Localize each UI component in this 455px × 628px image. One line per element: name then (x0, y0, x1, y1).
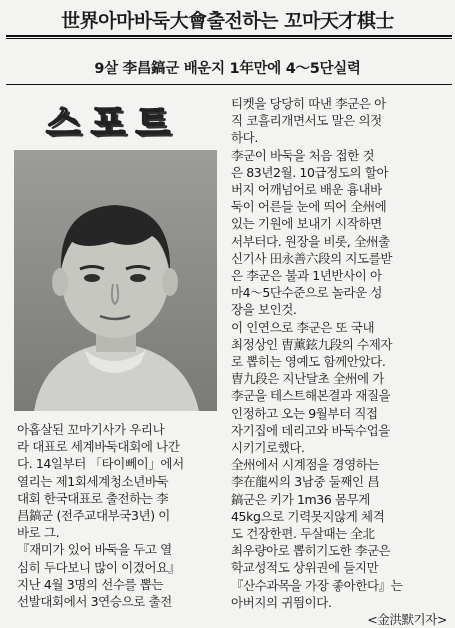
body-line: 버지 어깨넘어로 배운 흉내바 (231, 182, 382, 198)
subheadline: 9살 李昌鎬군 배운지 1年만에 4～5단실력 (94, 61, 361, 77)
body-line: 아버지의 귀띔이다. (231, 594, 332, 610)
body-line: 마4～5단수준으로 놀라운 성 (231, 285, 383, 301)
body-line: 『산수과목을 가장 좋아한다』는 (231, 577, 403, 593)
body-line: 은 83년2월. 10급정도의 할아 (231, 164, 389, 180)
body-line: 은 李군은 불과 1년반사이 아 (231, 268, 382, 284)
body-line: 신기사 田永善六段의 지도를받 (231, 250, 393, 266)
body-line: 시키기로했다. (231, 440, 305, 456)
byline: <金洪默기자> (367, 612, 447, 628)
body-line: 대회 한국대표로 출전하는 李 (17, 490, 169, 506)
section-badge (26, 92, 200, 148)
body-line: 全州에서 시계점을 경영하는 (231, 457, 380, 473)
body-line: 李군이 바둑을 처음 접한 것 (231, 147, 375, 163)
body-line: 장을 보인것. (231, 302, 297, 318)
body-line: 다. 14일부터 「타이뻬이」에서 (17, 456, 184, 472)
body-line: 서부터다. 원장을 비롯, 全州출 (231, 233, 390, 249)
body-line: 이 인연으로 李군은 또 국내 (231, 319, 375, 335)
body-line: 하다. (231, 130, 258, 146)
body-line: 曺九段은 지난달초 全州에 가 (231, 371, 384, 387)
article-body-left (17, 421, 223, 610)
body-line: 로 뽑히는 영예도 함께안았다. (231, 354, 386, 370)
body-line: 라 대표로 세계바둑대회에 나간 (17, 439, 180, 455)
body-line: 李在龍씨의 3남중 둘째인 昌 (231, 474, 380, 490)
body-line: 티켓을 당당히 따낸 李군은 아 (231, 96, 386, 111)
body-line: 선발대회에서 3연승으로 출전 (17, 594, 172, 610)
body-line: 『재미가 있어 바둑을 두고 열 (17, 542, 172, 558)
body-line: 직 코흘리개면서도 말은 의젓 (231, 113, 382, 129)
body-line: 자기집에 데리고와 바둑수업을 (231, 422, 390, 438)
body-line: 아홉살된 꼬마기사가 우리나 (17, 422, 165, 437)
body-line: 지난 4월 3명의 선수를 뽑는 (17, 576, 164, 592)
headline: 世界아마바둑大會출전하는 꼬마天才棋士 (61, 10, 394, 32)
portrait-illustration (14, 150, 217, 411)
body-line: 도 건장한편. 두살때는 全北 (231, 526, 375, 542)
body-line: 최우량아로 뽑히기도한 李군은 (231, 543, 391, 559)
body-line: 열리는 제1회세계청소년바둑 (17, 473, 169, 489)
article-body-right (231, 95, 451, 628)
body-line: 昌鎬군 (전주교대부국3년) 이 (17, 508, 170, 524)
body-line: 李군을 테스트해본결과 재질을 (231, 388, 391, 404)
headline-rule (6, 35, 452, 37)
body-line: 45kg으로 기력못지않게 체격 (231, 508, 385, 524)
body-line: 최정상인 曺薰鉉九段의 수제자 (231, 336, 393, 352)
body-line: 바로 그. (17, 525, 60, 541)
body-line: 둑이 어른들 눈에 띄어 全州에 (231, 199, 387, 215)
headline-rule-thin (6, 38, 452, 39)
body-line: 인정하고 오는 9월부터 직접 (231, 405, 378, 421)
portrait-photo (14, 150, 217, 411)
body-line: 심히 두다보니 많이 이겼어요』 (17, 559, 180, 575)
body-line: 있는 기원에 보내기 시작하면 (231, 216, 382, 232)
body-line: 학교성적도 상위권에 들지만 (231, 560, 379, 576)
subhead-rule (6, 84, 452, 85)
section-badge-label: 스포트 (45, 102, 181, 144)
body-line: 鎬군은 키가 1m36 몸무게 (231, 491, 370, 507)
